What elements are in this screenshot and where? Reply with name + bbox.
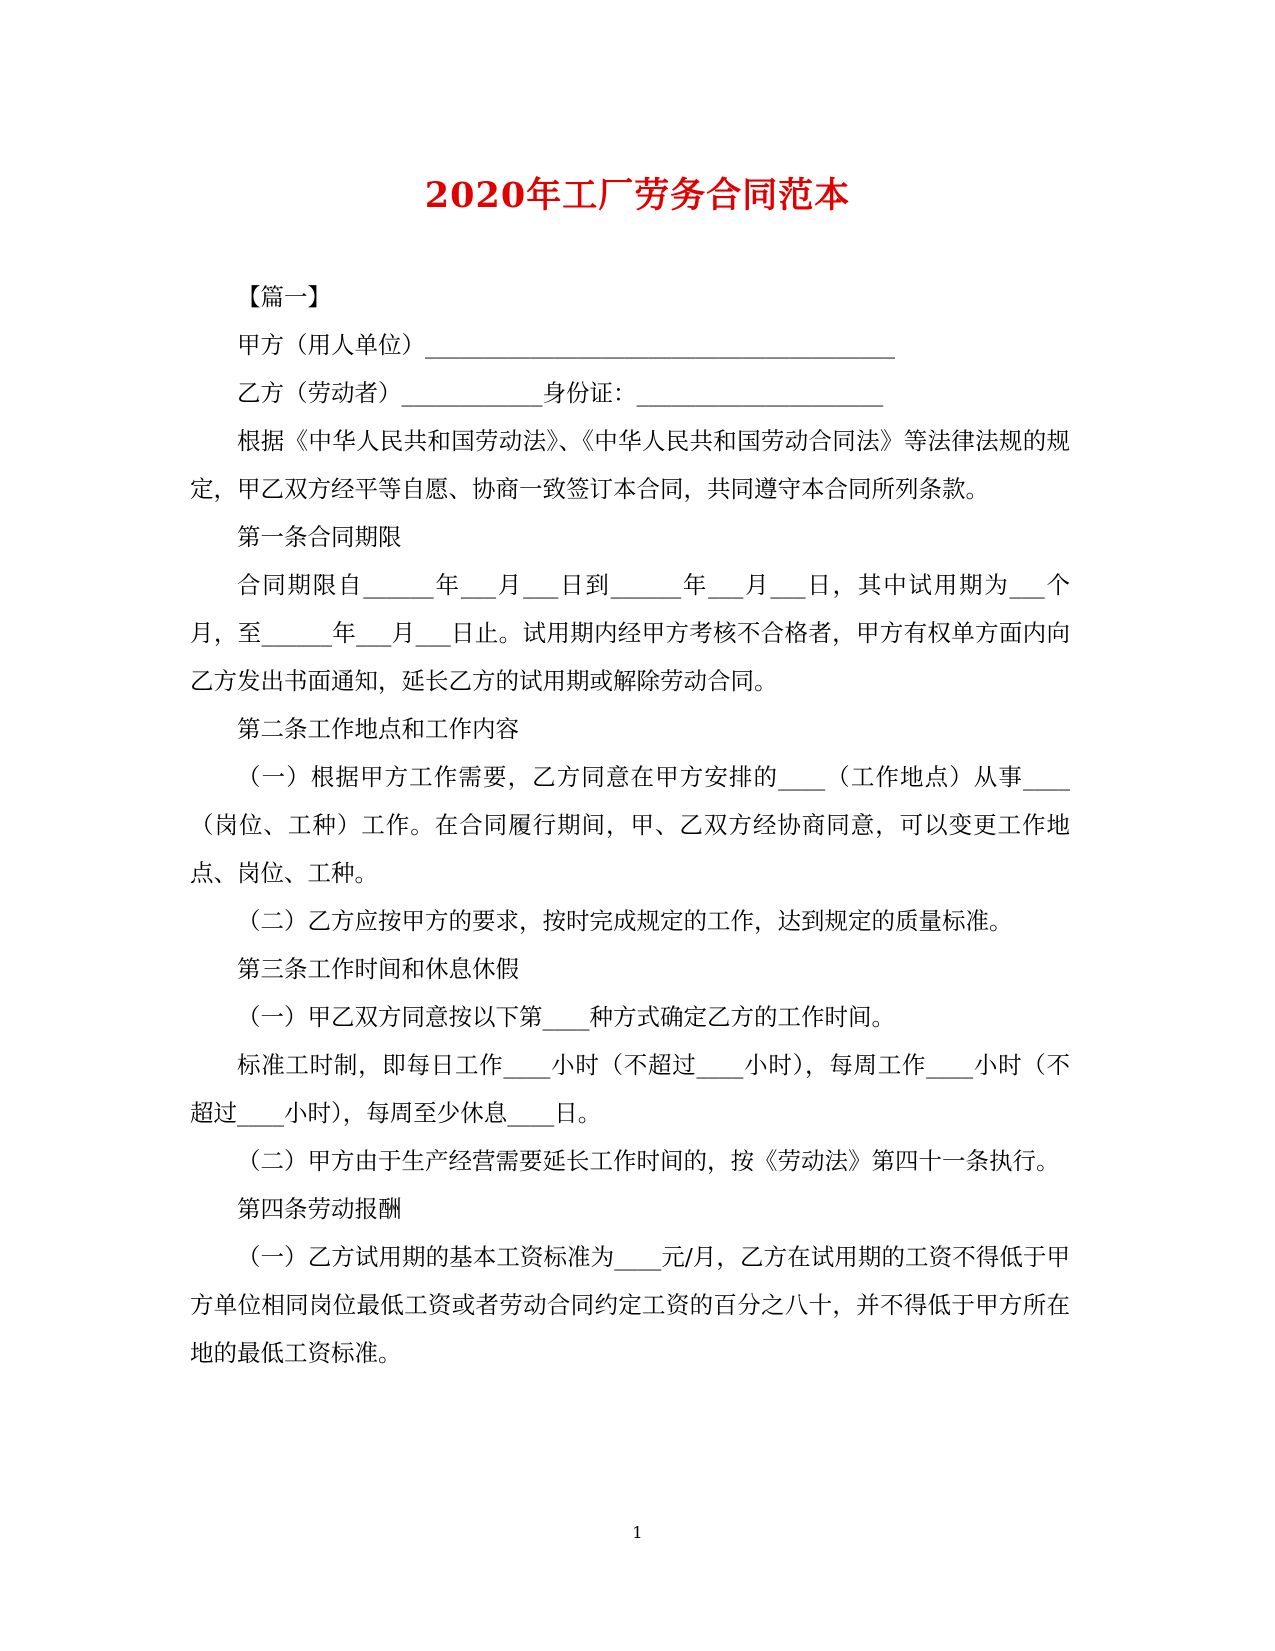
article-2-item-2: （二）乙方应按甲方的要求，按时完成规定的工作，达到规定的质量标准。 <box>237 907 1013 935</box>
article-3-item-2: （二）甲方由于生产经营需要延长工作时间的，按《劳动法》第四十一条执行。 <box>237 1147 1060 1175</box>
article-2-item-1: （一）根据甲方工作需要，乙方同意在甲方安排的____（工作地点）从事____（岗位、工种）工作。在合同履行期间，甲、乙双方经协商同意，可以变更工作地点、岗位、工种。 <box>190 763 1070 887</box>
article-2-heading: 第二条工作地点和工作内容 <box>237 715 519 743</box>
article-1-heading: 第一条合同期限 <box>237 523 402 551</box>
page-number: 1 <box>632 1523 643 1542</box>
paragraph-preamble: 根据《中华人民共和国劳动法》、《中华人民共和国劳动合同法》等法律法规的规定，甲乙双方经平等自愿、协商一致签订本合同，共同遵守本合同所列条款。 <box>190 427 1070 503</box>
document-title: 2020年工厂劳务合同范本 <box>424 175 851 216</box>
document-body <box>190 273 1070 1377</box>
paragraph-party-b: 乙方（劳动者）____________身份证：_____________________ <box>237 379 884 407</box>
article-1-text: 合同期限自______年___月___日到______年___月___日，其中试用期为___个月，至______年___月___日止。试用期内经甲方考核不合格者，甲方有权单方面内向乙方发出书面通知，延长乙方的试用期或解除劳动合同。 <box>190 571 1070 695</box>
article-3-heading: 第三条工作时间和休息休假 <box>237 955 519 983</box>
paragraph-section-label: 【篇一】 <box>237 283 331 311</box>
paragraph-party-a: 甲方（用人单位）________________________________________ <box>237 331 895 359</box>
article-3-item-1: （一）甲乙双方同意按以下第____种方式确定乙方的工作时间。 <box>237 1003 895 1031</box>
article-4-heading: 第四条劳动报酬 <box>237 1195 402 1223</box>
article-3-standard-hours: 标准工时制，即每日工作____小时（不超过____小时），每周工作____小时（不超过____小时），每周至少休息____日。 <box>190 1051 1070 1127</box>
article-4-item-1: （一）乙方试用期的基本工资标准为____元/月，乙方在试用期的工资不得低于甲方单位相同岗位最低工资或者劳动合同约定工资的百分之八十，并不得低于甲方所在地的最低工资标准。 <box>190 1243 1070 1367</box>
